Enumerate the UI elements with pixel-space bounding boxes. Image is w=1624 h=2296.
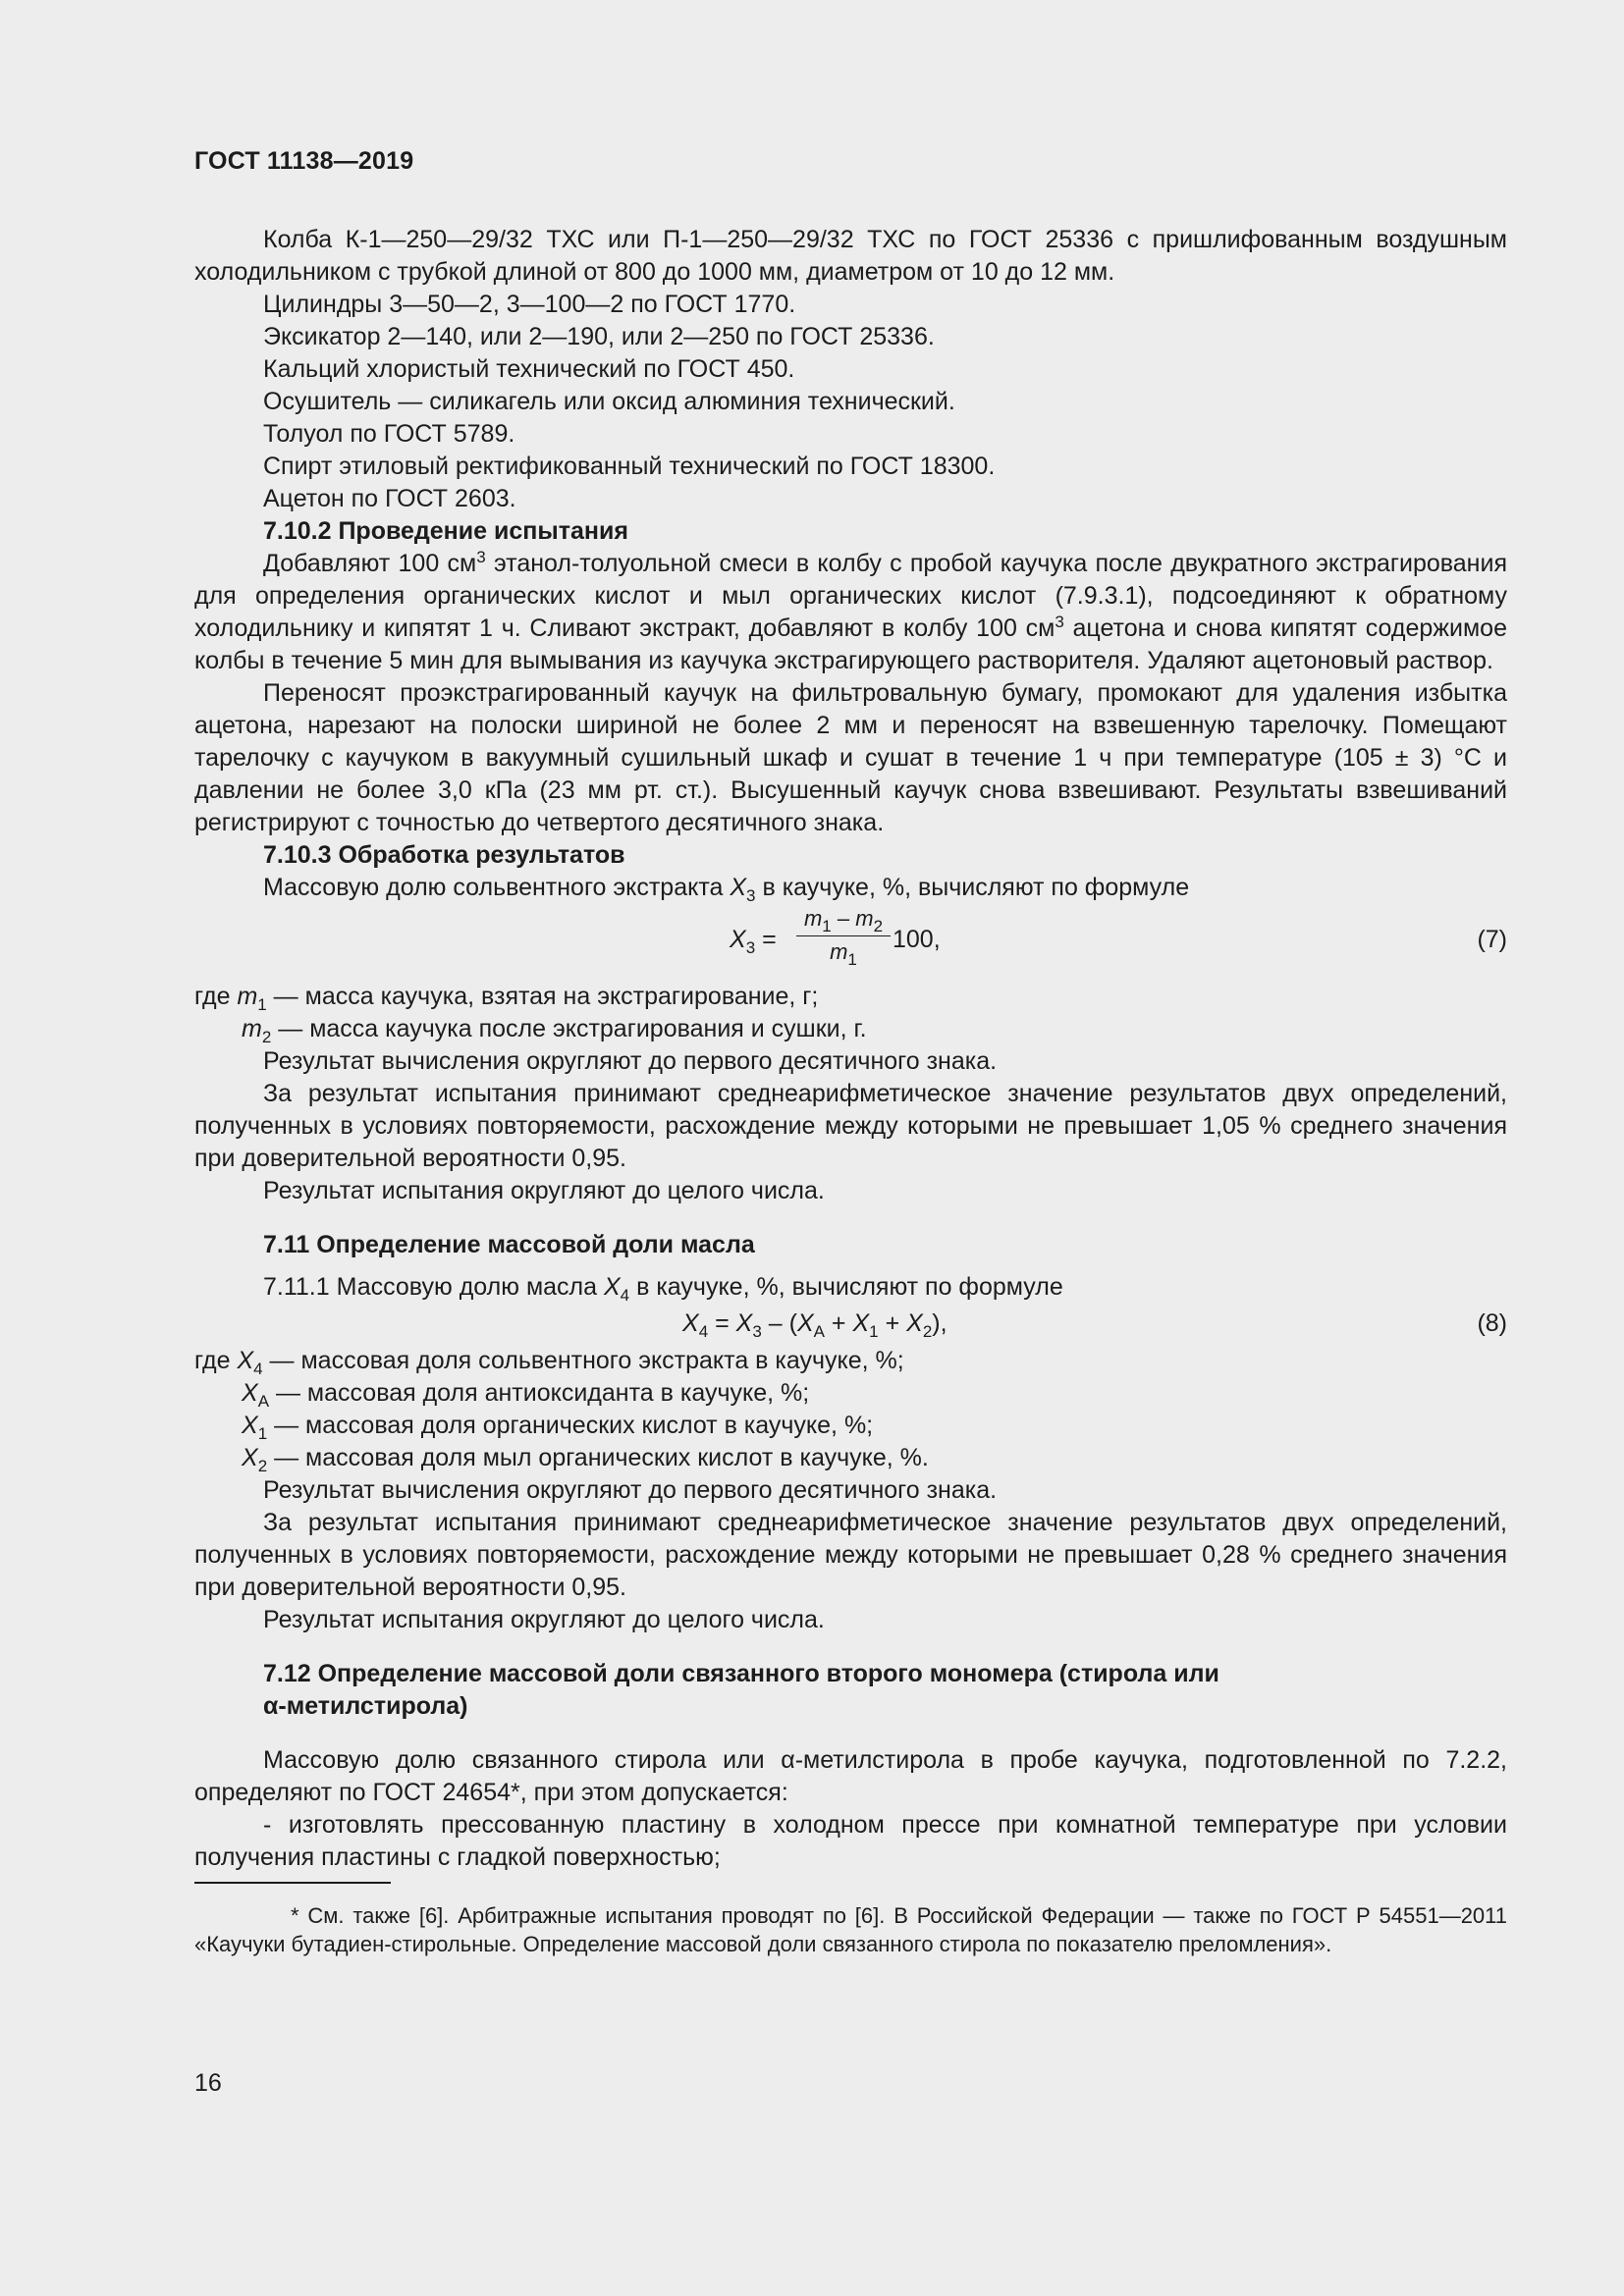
equipment-item: Осушитель — силикагель или оксид алюминия технический. (263, 388, 955, 415)
fraction-bar (796, 935, 891, 936)
section-heading-7-12: 7.12 Определение массовой доли связанного второго мономера (стирола или α-метилстирола) (263, 1660, 1219, 1720)
paragraph: Результат испытания округляют до целого числа. (263, 1177, 825, 1204)
footnote-divider (194, 1882, 391, 1884)
document-header: ГОСТ 11138—2019 (194, 147, 414, 175)
definition: $X_2$ — массовая доля мыл органических кислот в каучуке, %. (242, 1444, 929, 1475)
equipment-item: Эксикатор 2—140, или 2—190, или 2—250 по ГОСТ 25336. (263, 323, 935, 350)
fraction: $m_1 - m_2$ $m_1$ (796, 904, 891, 966)
section-heading-7-10-2: 7.10.2 Проведение испытания (263, 517, 628, 545)
definition: $X_А$ — массовая доля антиоксиданта в каучуке, %; (242, 1379, 810, 1411)
paragraph: Результат вычисления округляют до первого десятичного знака. (263, 1047, 998, 1075)
definition: $m_2$ — масса каучука после экстрагирования и сушки, г. (242, 1015, 867, 1046)
page-number: 16 (194, 2069, 222, 2097)
document-body (194, 224, 1507, 1958)
formula-expression: $X_4 = X_3 - (X_А + X_1 + X_2)$, (682, 1309, 947, 1341)
formula-8 (194, 1304, 1507, 1345)
paragraph: 7.11.1 Массовую долю масла $X_4$ в каучуке, %, вычисляют по формуле (263, 1273, 1063, 1305)
equipment-item: Толуол по ГОСТ 5789. (263, 420, 515, 448)
paragraph: Результат испытания округляют до целого числа. (263, 1606, 825, 1633)
paragraph: Массовую долю сольвентного экстракта $X_3$ в каучуке, %, вычисляют по формуле (263, 874, 1190, 905)
section-heading-7-10-3: 7.10.3 Обработка результатов (263, 841, 625, 869)
definition: где $m_1$ — масса каучука, взятая на экстрагирование, г; (194, 983, 819, 1014)
formula-number: (7) (1477, 926, 1507, 953)
equipment-item: Ацетон по ГОСТ 2603. (263, 485, 516, 512)
equipment-item: Цилиндры 3—50—2, 3—100—2 по ГОСТ 1770. (263, 291, 796, 318)
definition: где $X_4$ — массовая доля сольвентного экстракта в каучуке, %; (194, 1347, 904, 1378)
list-item: - изготовлять прессованную пластину в холодном прессе при комнатной температуре при условии получения пластины с гладкой поверхностью; (194, 1811, 1507, 1871)
footnote: * См. также [6]. Арбитражные испытания проводят по [6]. В Российской Федерации — также по ГОСТ Р 54551—2011 «Каучуки бутадиен-стирольные. Определение массовой доли связанного стирола по показателю преломления». (194, 1903, 1507, 1956)
equipment-item: Колба К-1—250—29/32 ТХС или П-1—250—29/32 ТХС по ГОСТ 25336 с пришлифованным воздушным холодильником с трубкой длиной от 800 до 1000 мм, диаметром от 10 до 12 мм. (194, 226, 1507, 286)
equipment-item: Спирт этиловый ректификованный технический по ГОСТ 18300. (263, 453, 996, 480)
paragraph: Результат вычисления округляют до первого десятичного знака. (263, 1476, 998, 1504)
paragraph: За результат испытания принимают среднеарифметическое значение результатов двух определений, полученных в условиях повторяемости, расхождение между которыми не превышает 0,28 % среднего значения при доверительной вероятности 0,95. (194, 1509, 1507, 1601)
paragraph: Переносят проэкстрагированный каучук на фильтровальную бумагу, промокают для удаления избытка ацетона, нарезают на полоски шириной не более 2 мм и переносят на взвешенную тарелочку. Помещают тарелочку с каучуком в вакуумный сушильный шкаф и сушат в течение 1 ч при температуре (105 ± 3) °С и давлении не более 3,0 кПа (23 мм рт. ст.). Высушенный каучук снова взвешивают. Результаты взвешиваний регистрируют с точностью до четвертого десятичного знака. (194, 679, 1507, 836)
formula-7: $X_3$ = $m_1 - m_2$ $m_1$ 100, (7) (730, 906, 1507, 969)
paragraph: За результат испытания принимают среднеарифметическое значение результатов двух определений, полученных в условиях повторяемости, расхождение между которыми не превышает 1,05 % среднего значения при доверительной вероятности 0,95. (194, 1080, 1507, 1172)
paragraph: Массовую долю связанного стирола или α-метилстирола в пробе каучука, подготовленной по 7.2.2, определяют по ГОСТ 24654*, при этом допускается: (194, 1746, 1507, 1806)
equipment-item: Кальций хлористый технический по ГОСТ 450. (263, 355, 795, 383)
paragraph: Добавляют 100 $см^3$ этанол-толуольной смеси в колбу с пробой каучука после двукратного экстрагирования для определения органических кислот и мыл органических кислот (7.9.3.1), подсоединяют к обратному холодильнику и кипятят 1 ч. Сливают экстракт, добавляют в колбу 100 $см^3$ ацетона и снова кипятят содержимое колбы в течение 5 мин для вымывания из каучука экстрагирующего растворителя. Удаляют ацетоновый раствор. (194, 548, 1507, 674)
definition: $X_1$ — массовая доля органических кислот в каучуке, %; (242, 1412, 874, 1443)
formula-number: (8) (1477, 1309, 1507, 1337)
section-heading-7-11: 7.11 Определение массовой доли масла (263, 1231, 755, 1258)
